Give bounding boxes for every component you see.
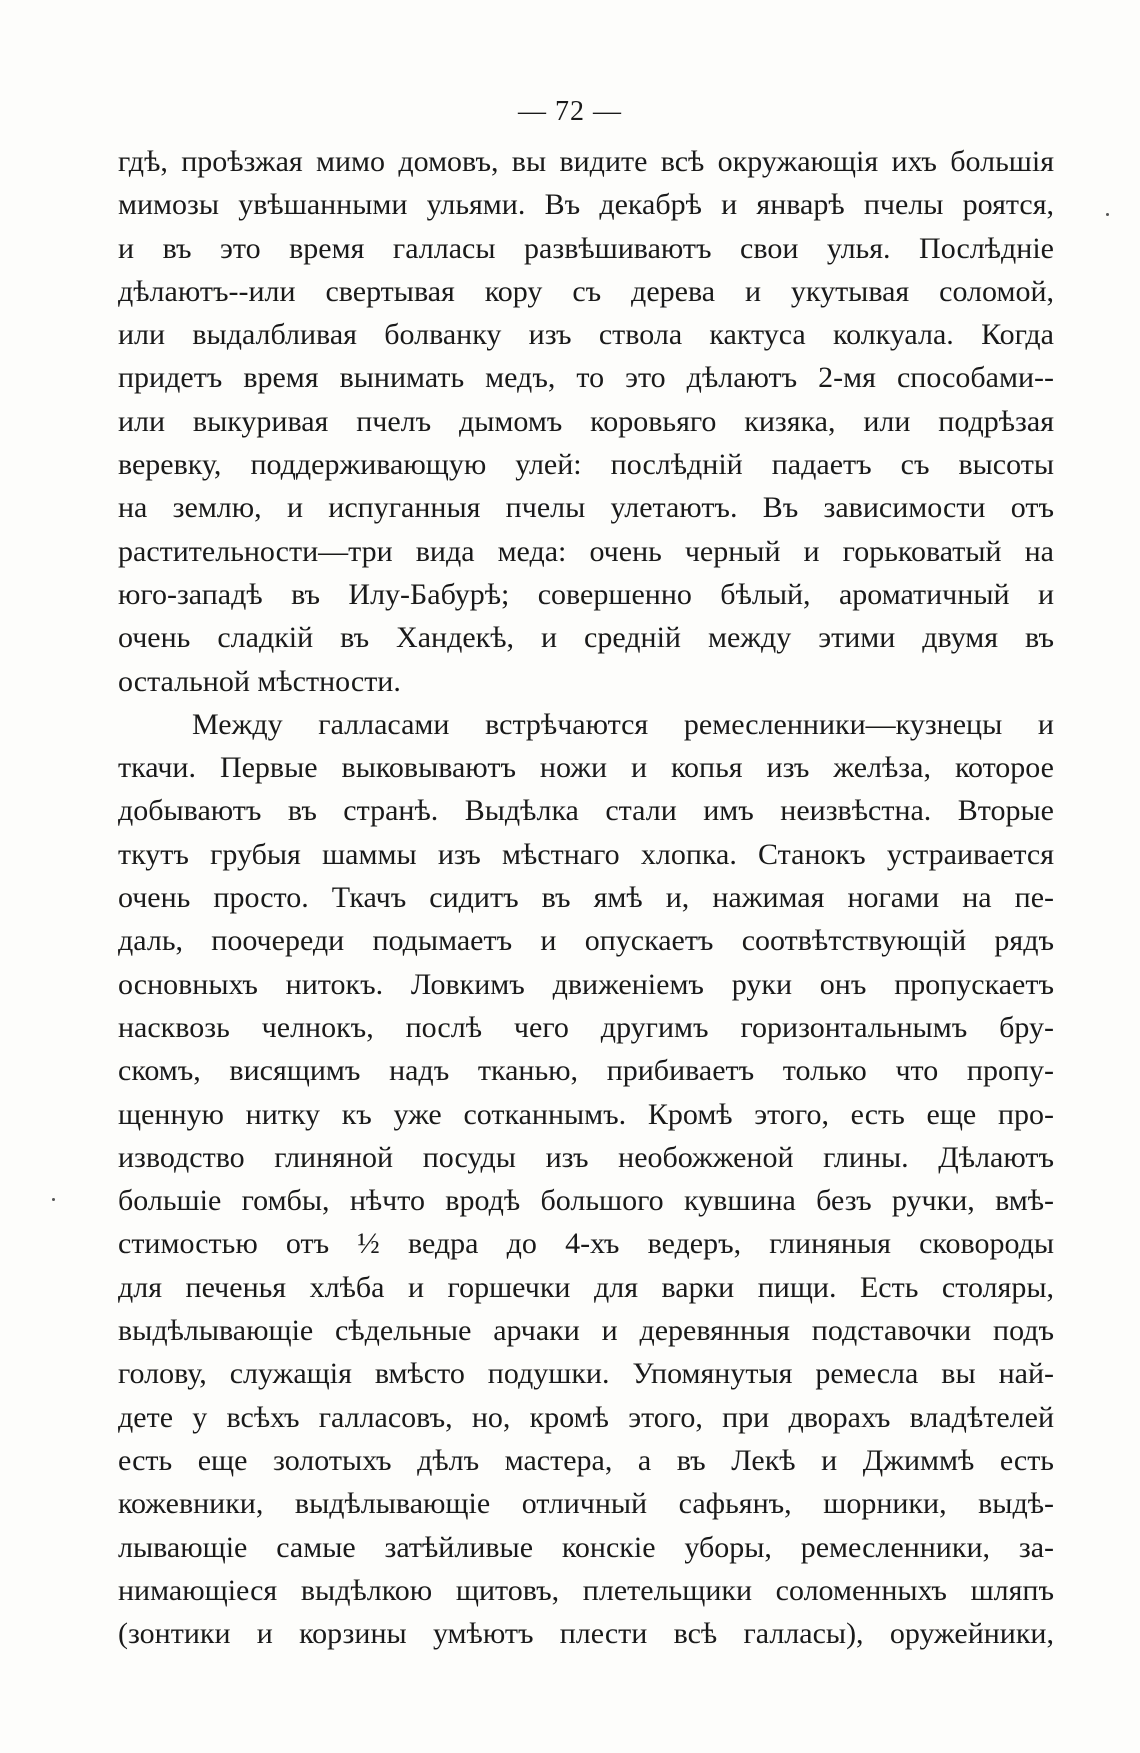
text-line: есть еще золотыхъ дѣлъ мастера, а въ Лекѣ и Джиммѣ есть (118, 1443, 1054, 1477)
text-line: насквозь челнокъ, послѣ чего другимъ горизонтальнымъ бру- (118, 1010, 1054, 1044)
text-line: и въ это время галласы развѣшиваютъ свои улья. Послѣдніе (118, 231, 1054, 265)
text-line: придетъ время вынимать медъ, то это дѣлаютъ 2-мя способами-- (118, 361, 1054, 395)
text-line: дете у всѣхъ галласовъ, но, кромѣ этого, при дворахъ владѣтелей (118, 1400, 1054, 1434)
text-line: ткачи. Первые выковываютъ ножи и копья изъ желѣза, которое (118, 751, 1054, 785)
text-line: основныхъ нитокъ. Ловкимъ движеніемъ руки онъ пропускаетъ (118, 967, 1054, 1001)
text-line: голову, служащія вмѣсто подушки. Упомянутыя ремесла вы най- (118, 1357, 1054, 1391)
text-line: юго-западѣ въ Илу-Бабурѣ; совершенно бѣлый, ароматичный и (118, 577, 1054, 611)
text-line: даль, поочереди подымаетъ и опускаетъ соотвѣтствующій рядъ (118, 924, 1054, 958)
text-line: добываютъ въ странѣ. Выдѣлка стали имъ неизвѣстна. Вторые (118, 794, 1054, 828)
text-line: на землю, и испуганныя пчелы улетаютъ. Въ зависимости отъ (118, 491, 1054, 525)
text-line: растительности—три вида меда: очень черный и горьковатый на (118, 534, 1054, 568)
text-line: ткутъ грубыя шаммы изъ мѣстнаго хлопка. Станокъ устраивается (118, 837, 1054, 871)
scan-speck (52, 1198, 55, 1201)
text-line: выдѣлывающіе сѣдельные арчаки и деревянныя подставочки подъ (118, 1314, 1054, 1348)
paragraph-2 (118, 703, 1054, 1656)
text-line: или выкуривая пчелъ дымомъ коровьяго кизяка, или подрѣзая (118, 404, 1054, 438)
text-line: большіе гомбы, нѣчто вродѣ большого кувшина безъ ручки, вмѣ- (118, 1184, 1054, 1218)
text-line: веревку, поддерживающую улей: послѣдній падаетъ съ высоты (118, 448, 1054, 482)
text-line: мимозы увѣшанными ульями. Въ декабрѣ и январѣ пчелы роятся, (118, 188, 1054, 222)
text-line: Между галласами встрѣчаются ремесленники—кузнецы и (192, 707, 1054, 741)
text-line: остальной мѣстности. (118, 664, 401, 698)
text-line: очень просто. Ткачъ сидитъ въ ямѣ и, нажимая ногами на пе- (118, 881, 1054, 915)
text-line: для печенья хлѣба и горшечки для варки пищи. Есть столяры, (118, 1270, 1054, 1304)
text-line: нимающіеся выдѣлкою щитовъ, плетельщики соломенныхъ шляпъ (118, 1573, 1054, 1607)
text-line: кожевники, выдѣлывающіе отличный сафьянъ, шорники, выдѣ- (118, 1487, 1054, 1521)
text-line: изводство глиняной посуды изъ необожженой глины. Дѣлаютъ (118, 1140, 1054, 1174)
text-line: (зонтики и корзины умѣютъ плести всѣ галласы), оружейники, (118, 1617, 1054, 1651)
page-number: — 72 — (518, 96, 622, 127)
text-line: стимостью отъ ½ ведра до 4-хъ ведеръ, глиняныя сковороды (118, 1227, 1054, 1261)
paragraph-1 (118, 140, 1054, 703)
text-line: очень сладкій въ Хандекѣ, и средній между этими двумя въ (118, 621, 1054, 655)
text-line: дѣлаютъ--или свертывая кору съ дерева и укутывая соломой, (118, 274, 1054, 308)
text-line: щенную нитку къ уже сотканнымъ. Кромѣ этого, есть еще про- (118, 1097, 1054, 1131)
body-text (118, 140, 1054, 1655)
text-line: гдѣ, проѣзжая мимо домовъ, вы видите всѣ окружающія ихъ большія (118, 145, 1054, 178)
text-line: скомъ, висящимъ надъ тканью, прибиваетъ только что пропу- (118, 1054, 1054, 1088)
text-line: или выдалбливая болванку изъ ствола кактуса колкуала. Когда (118, 318, 1054, 352)
text-line: лывающіе самые затѣйливые конскіе уборы, ремесленники, за- (118, 1530, 1054, 1564)
scan-speck (1106, 213, 1109, 216)
